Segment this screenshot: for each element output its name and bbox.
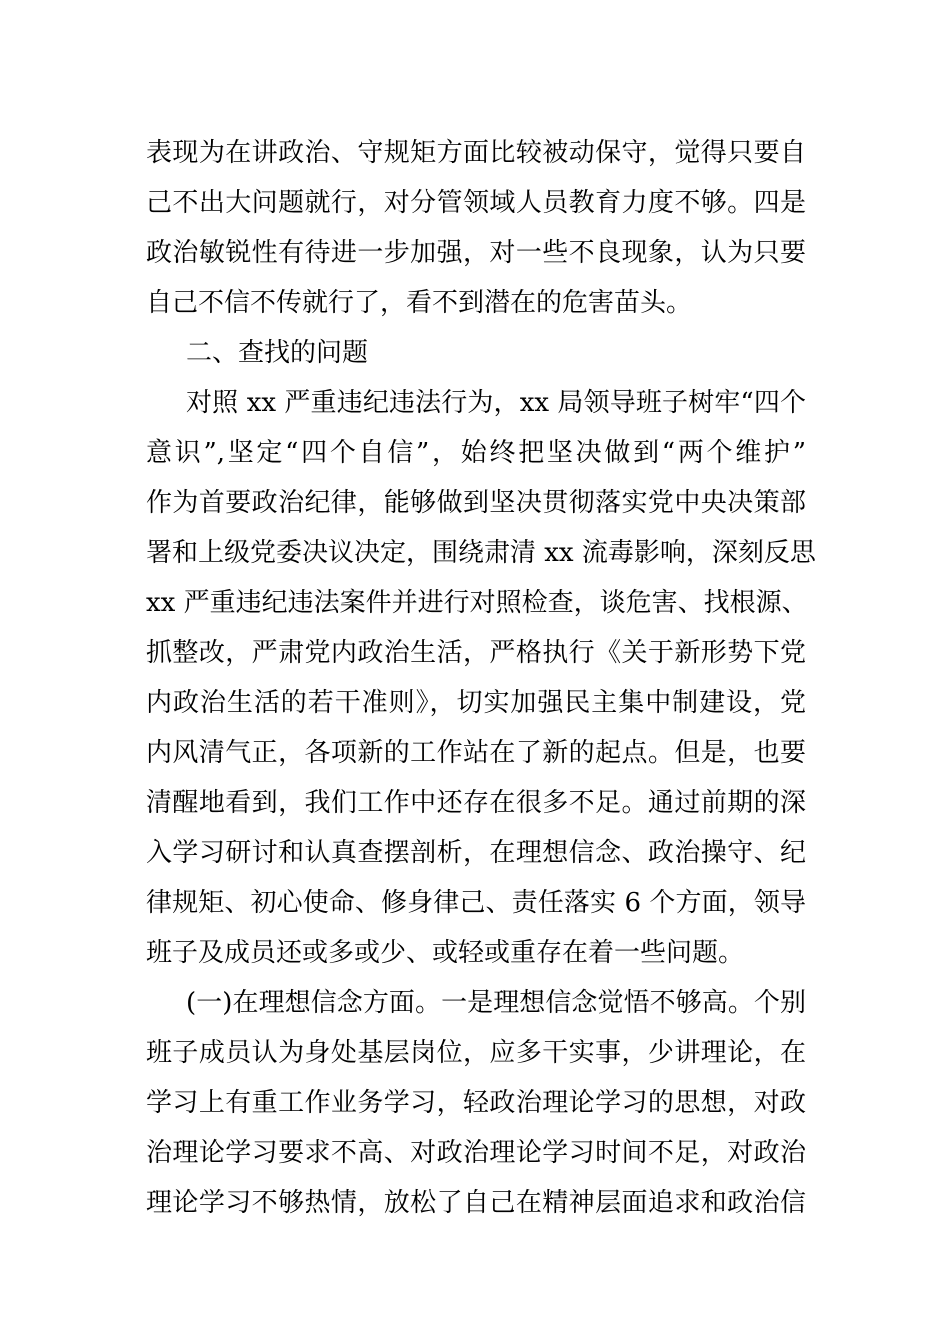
body-text-line: 清醒地看到，我们工作中还存在很多不足。通过前期的深 [146,788,806,818]
body-text-line: 律规矩、初心使命、修身律己、责任落实 6 个方面，领导 [146,888,806,918]
body-text-line: 对照 xx 严重违纪违法行为，xx 局领导班子树牢“四个 [186,388,806,418]
body-text-line: 己不出大问题就行，对分管领域人员教育力度不够。四是 [146,188,806,218]
body-text-line: 意识”,坚定“四个自信”，始终把坚决做到“两个维护” [146,438,806,468]
section-heading: 二、查找的问题 [186,338,369,368]
body-text-line: 学习上有重工作业务学习，轻政治理论学习的思想，对政 [146,1088,806,1118]
body-text-line: 班子成员认为身处基层岗位，应多干实事，少讲理论，在 [146,1038,806,1068]
body-text-line: 政治敏锐性有待进一步加强，对一些不良现象，认为只要 [146,238,806,268]
body-text-line: 理论学习不够热情，放松了自己在精神层面追求和政治信 [146,1188,806,1218]
body-text-line: 班子及成员还或多或少、或轻或重存在着一些问题。 [146,938,745,968]
body-text-line: (一)在理想信念方面。一是理想信念觉悟不够高。个别 [186,988,806,1018]
body-text-line: 自己不信不传就行了，看不到潜在的危害苗头。 [146,288,693,318]
body-text-line: 治理论学习要求不高、对政治理论学习时间不足，对政治 [146,1138,806,1168]
body-text-line: 作为首要政治纪律，能够做到坚决贯彻落实党中央决策部 [146,488,806,518]
body-text-line: xx 严重违纪违法案件并进行对照检查，谈危害、找根源、 [146,588,808,618]
body-text-line: 内风清气正，各项新的工作站在了新的起点。但是，也要 [146,738,806,768]
body-text-line: 内政治生活的若干准则》，切实加强民主集中制建设，党 [146,688,806,718]
body-text-line: 抓整改，严肃党内政治生活，严格执行《关于新形势下党 [146,638,806,668]
body-text-line: 入学习研讨和认真查摆剖析，在理想信念、政治操守、纪 [146,838,806,868]
body-text-line: 表现为在讲政治、守规矩方面比较被动保守，觉得只要自 [146,138,806,168]
body-text-line: 署和上级党委决议决定，围绕肃清 xx 流毒影响，深刻反思 [146,538,816,568]
